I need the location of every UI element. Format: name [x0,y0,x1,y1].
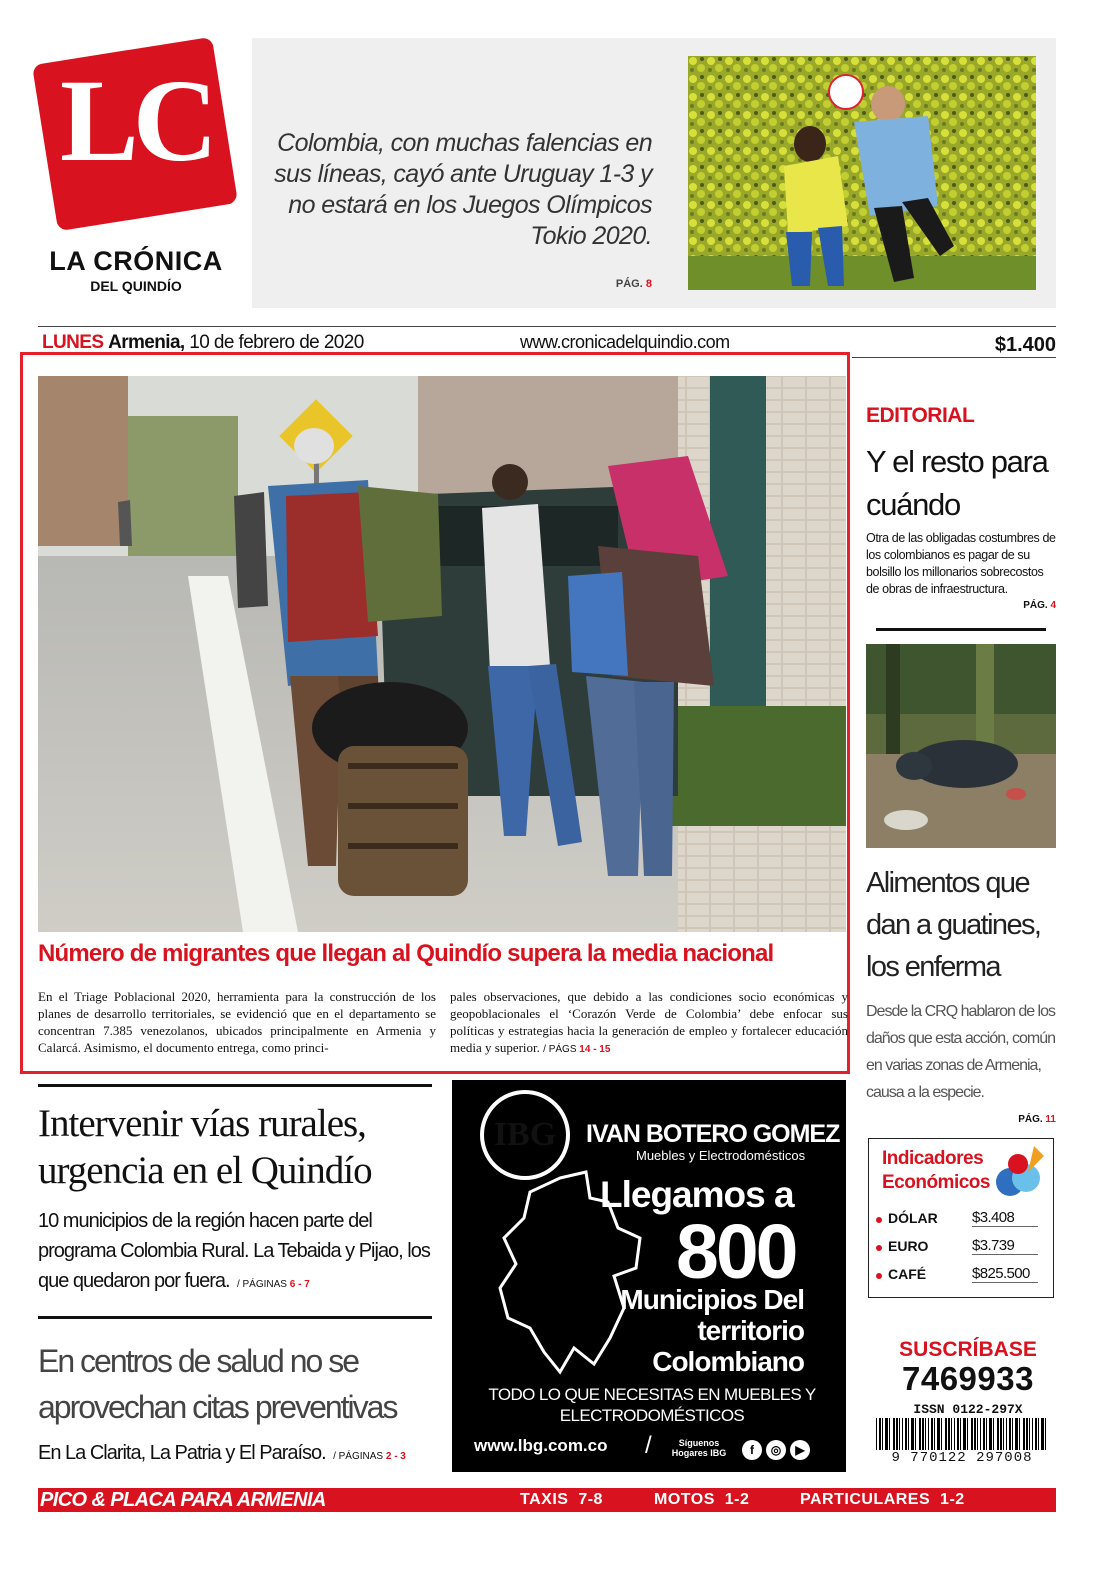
editorial-body: Otra de las obligadas costumbres de los colombianos es pagar de su bolsillo los millonarios sobrecostos de obras de infraestructura. [866,531,1056,596]
dateline [42,332,364,354]
indicators-title-line1: Indicadores [882,1148,984,1169]
story2-body: En La Clarita, La Patria y El Paraíso. / PÁGINAS 2 - 3 [38,1442,406,1464]
bullet-icon [876,1245,882,1251]
dateline-bottom-rule [852,357,1056,358]
subscription-phone: 7469933 [902,1360,1034,1397]
pico-placa-motos: MOTOS 1-2 [654,1491,750,1508]
indicator-row-dolar: DÓLAR $3.408 [876,1208,1046,1232]
ad-separator: / [645,1432,652,1459]
dateline-weekday: LUNES [42,332,104,353]
cover-price: $1.400 [994,334,1056,356]
pico-placa-particulares: PARTICULARES 1-2 [800,1491,965,1508]
dateline-city: Armenia, [108,332,185,353]
newspaper-subname: DEL QUINDÍO [90,278,182,294]
editorial-label: EDITORIAL [866,404,975,427]
indicator-row-cafe: CAFÉ $825.500 [876,1264,1046,1288]
side-story-page-ref: PÁG. 11 [1018,1114,1056,1125]
website-url: www.cronicadelquindio.com [520,332,730,352]
ad-website-link[interactable]: www.lbg.com.co [474,1436,608,1455]
migrants-photo [38,376,846,932]
issn-number: ISSN 0122-297X [913,1402,1023,1417]
logo-letters: LC [60,55,212,186]
indicator-row-euro: EURO $3.739 [876,1236,1046,1260]
subscription-label: SUSCRÍBASE [899,1338,1037,1361]
teaser-page-ref [600,278,652,290]
story2-title: En centros de salud no se aprovechan citas preventivas [38,1343,397,1425]
indicators-title-line2: Económicos [882,1172,990,1193]
teaser-ref-page: 8 [645,278,652,290]
editorial-divider [876,628,1046,631]
ad-tagline: TODO LO QUE NECESITAS EN MUEBLES Y ELECTRODOMÉSTICOS [488,1385,816,1425]
football-photo [688,56,1036,290]
bullet-icon [876,1217,882,1223]
guatin-photo [866,644,1056,848]
newspaper-name: LA CRÓNICA [49,246,223,276]
lead-headline: Número de migrantes que llegan al Quindío supera la media nacional [38,940,774,967]
story1-body: 10 municipios de la región hacen parte del programa Colombia Rural. La Tebaida y Pijao, los que quedaron por fuera. / PÁGINAS 6 - 7 [38,1210,430,1292]
lead-body-column-1: En el Triage Poblacional 2020, herramienta para la construcción de los planes de desarrollo territoriales, se evidenció que en el departamento se concentran 7.385 venezolanos, ubicados principalmente en Armenia y Calarcá. Asimismo, el documento entrega, como princi- [38,989,436,1055]
ad-headline-number: 800 [676,1209,796,1295]
lead-page-ref: / PÁGS 14 - 15 [543,1044,611,1055]
dateline-date: 10 de febrero de 2020 [189,332,364,353]
lead-body-column-2 [450,988,848,1058]
editorial-title: Y el resto para cuándo [866,444,1048,522]
facebook-icon[interactable]: f [742,1440,762,1460]
pico-placa-taxis: TAXIS 7-8 [520,1491,603,1508]
youtube-icon[interactable]: ▶ [790,1440,810,1460]
barcode-digits: 9 770122 297008 [870,1450,1054,1466]
editorial-page-ref: PÁG. 4 [1023,600,1056,611]
ad-follow-text: Síguenos Hogares IBG [671,1438,727,1458]
story1-top-rule [38,1084,432,1087]
story2-top-rule [38,1316,432,1319]
story1-page-ref: / PÁGINAS 6 - 7 [236,1279,310,1290]
ad-company-name: IVAN BOTERO GOMEZ [586,1120,840,1148]
ad-logo: IBG [480,1090,570,1180]
ad-headline-line1: Llegamos a [600,1174,794,1215]
coins-icon [988,1142,1050,1204]
side-story-body: Desde la CRQ hablaron de los daños que esta acción, común en varias zonas de Armenia, causa a la especie. [866,1003,1056,1101]
story2-page-ref: / PÁGINAS 2 - 3 [333,1451,406,1462]
story1-title: Intervenir vías rurales, urgencia en el Quindío [38,1102,372,1192]
pico-placa-label: PICO & PLACA PARA ARMENIA [40,1489,326,1511]
instagram-icon[interactable]: ◎ [766,1440,786,1460]
bullet-icon [876,1273,882,1279]
teaser-ref-label: PÁG. [615,278,643,290]
ad-company-subtitle: Muebles y Electrodomésticos [636,1148,806,1163]
teaser-text: Colombia, con muchas falencias en sus líneas, cayó ante Uruguay 1-3 y no estará en los Juegos Olímpicos Tokio 2020. [274,129,652,250]
lead-body-text: pales observaciones, que debido a las condiciones socio económicas y geopoblacionales el ‘Corazón Verde de Colombia’ debe enfocar sus políticas y estrategias hacia la generación de empleo y fortalecer educación media y superior. [450,989,848,1055]
dateline-top-rule [38,326,1056,327]
ad-headline-line3: Municipios Del territorio Colombiano [620,1284,804,1377]
side-story-title: Alimentos que dan a guatines, los enferma [866,867,1041,983]
